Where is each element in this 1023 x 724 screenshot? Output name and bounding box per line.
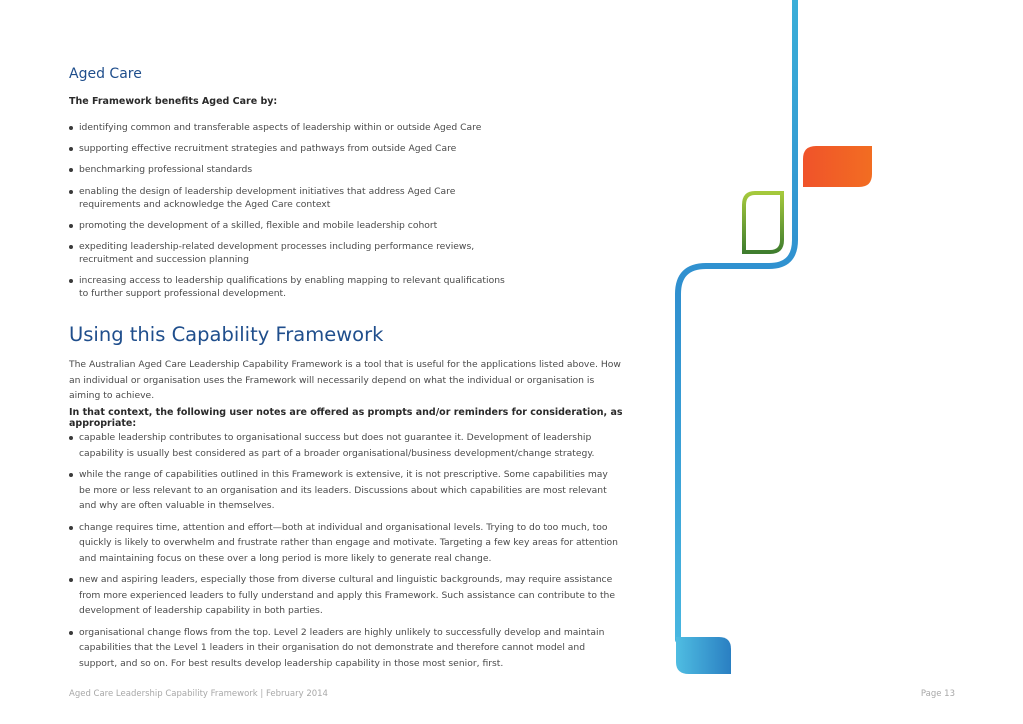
list-item: new and aspiring leaders, especially those from diverse cultural and linguistic backgrounds, may require assistance from more experienced leaders to fully understand and apply this Framework. Such assistance can contribute to the development of leadership capability in both parties. [69, 572, 621, 619]
using-framework-paragraph: The Australian Aged Care Leadership Capability Framework is a tool that is useful for the applications listed above. How an individual or organisation uses the Framework will necessarily depend on what the individual or organisation is aiming to achieve. [69, 359, 621, 401]
user-notes-intro: In that context, the following user notes are offered as prompts and/or reminders for consideration, as appropriate: [69, 407, 623, 429]
list-item: while the range of capabilities outlined in this Framework is extensive, it is not prescriptive. Some capabilities may be more or less relevant to an organisation and its leaders. Discussions about which capabilities are most relevant and why are often valuable in themselves. [69, 467, 621, 514]
footer-page-number: Page 13 [920, 689, 955, 699]
list-item: promoting the development of a skilled, flexible and mobile leadership cohort [69, 219, 514, 232]
user-notes-list [69, 430, 621, 677]
list-item: benchmarking professional standards [69, 163, 514, 176]
list-item: expediting leadership-related development processes including performance reviews, recruitment and succession planning [69, 240, 514, 266]
list-item: capable leadership contributes to organisational success but does not guarantee it. Development of leadership capability is usually best considered as part of a broader organisational/business development/change strategy. [69, 430, 621, 461]
using-framework-heading: Using this Capability Framework [69, 323, 384, 346]
list-item: change requires time, attention and effort—both at individual and organisational levels. Trying to do too much, too quickly is likely to overwhelm and frustrate rather than engage and motivate. Targeting a few key areas for attention and maintaining focus on these over a long period is more likely to generate real change. [69, 520, 621, 567]
list-item: enabling the design of leadership development initiatives that address Aged Care requirements and acknowledge the Aged Care context [69, 185, 514, 211]
list-item: identifying common and transferable aspects of leadership within or outside Aged Care [69, 121, 514, 134]
aged-care-intro: The Framework benefits Aged Care by: [69, 96, 278, 107]
list-item: supporting effective recruitment strategies and pathways from outside Aged Care [69, 142, 514, 155]
aged-care-heading: Aged Care [69, 66, 142, 82]
list-item: increasing access to leadership qualifications by enabling mapping to relevant qualifications to further support professional development. [69, 274, 514, 300]
list-item: organisational change flows from the top. Level 2 leaders are highly unlikely to successfully develop and maintain capabilities that the Level 1 leaders in their organisation do not demonstrate and therefore cannot model and support, and so on. For best results develop leadership capability in those most senior, first. [69, 625, 621, 672]
footer-document-title: Aged Care Leadership Capability Framework | February 2014 [69, 689, 328, 699]
aged-care-benefits-list [69, 121, 514, 308]
